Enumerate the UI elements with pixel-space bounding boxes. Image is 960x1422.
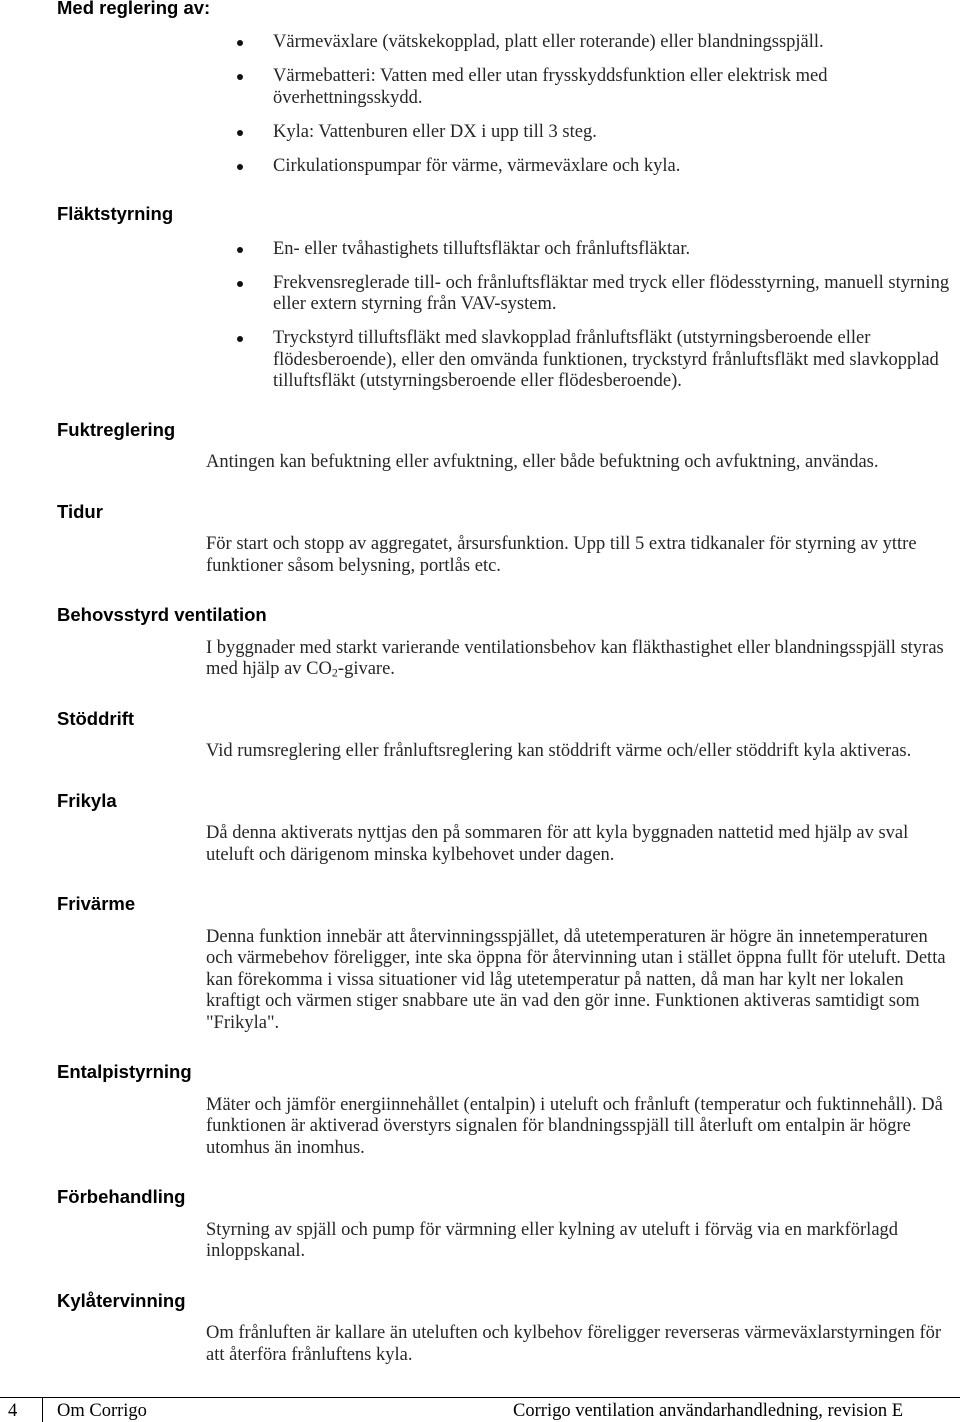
text-line: "Frikyla". [206, 1012, 280, 1033]
text-line: Denna funktion innebär att återvinningsspjället, då utetemperaturen är högre än innetemperaturen [206, 926, 928, 947]
text-line: inloppskanal. [206, 1241, 306, 1262]
paragraph [0, 823, 960, 866]
text-line: Om frånluften är kallare än uteluften och kylbehov föreligger reverseras värmeväxlarstyrningen för [206, 1323, 942, 1344]
section-heading: Stöddrift [57, 707, 135, 729]
text-line: För start och stopp av aggregatet, årsursfunktion. Upp till 5 extra tidkanaler för styrning av yttre [206, 534, 917, 555]
footer-document-title: Corrigo ventilation användarhandledning, revision E [513, 1401, 903, 1421]
footer-divider [42, 1397, 43, 1422]
bullet-icon [237, 130, 243, 136]
section-heading: Med reglering av: [57, 0, 211, 18]
text-line: Värmebatteri: Vatten med eller utan frysskyddsfunktion eller elektrisk med [273, 66, 828, 87]
text-line: kraftigt och värmen stiger snabbare ute än vad den gör inne. Funktionen aktiveras samtidigt som [206, 991, 920, 1012]
bullet-item [0, 156, 960, 178]
section-med-reglering-av [0, 0, 960, 177]
text-line: Cirkulationspumpar för värme, värmeväxlare och kyla. [273, 155, 681, 176]
text-line: att återföra frånluftens kyla. [206, 1344, 413, 1365]
text-line: Värmeväxlare (vätskekopplad, platt eller roterande) eller blandningsspjäll. [273, 32, 824, 53]
text-line: Kyla: Vattenburen eller DX i upp till 3 steg. [273, 121, 597, 142]
section-tidur [0, 501, 960, 578]
bullet-icon [237, 281, 243, 287]
text-line: kan förekomma i vissa situationer vid låg utetemperatur på natten, då man har kylt ner lokalen [206, 969, 904, 990]
text-line: Då denna aktiverats nyttjas den på sommaren för att kyla byggnaden nattetid med hjälp av sval [206, 823, 909, 844]
paragraph [0, 452, 960, 474]
paragraph [0, 1095, 960, 1160]
text-line: En- eller tvåhastighets tilluftsfläktar och frånluftsfläktar. [273, 238, 691, 259]
section-heading: Fuktreglering [57, 418, 176, 440]
bullet-text [273, 156, 960, 178]
bullet-text [273, 328, 960, 393]
section-heading: Frivärme [57, 893, 136, 914]
text-line: funktioner såsom belysning, portlås etc. [206, 555, 501, 576]
text-segment: -givare. [337, 659, 395, 680]
text-line: I byggnader med starkt varierande ventilationsbehov kan fläkthastighet eller blandningsspjäll styras [206, 637, 944, 658]
section-kylatervinning [0, 1290, 960, 1367]
paragraph [0, 638, 960, 681]
paragraph [0, 927, 960, 1035]
bullet-text [273, 239, 960, 261]
paragraph [0, 1323, 960, 1366]
text-line: Vid rumsreglering eller frånluftsreglering kan stöddrift värme och/eller stöddrift kyla aktiveras. [206, 741, 912, 762]
text-line [206, 659, 960, 681]
section-heading: Förbehandling [57, 1186, 186, 1207]
section-frivarme [0, 893, 960, 1034]
text-line: och värmebehov föreligger, inte ska öppna för återvinning utan i stället öppna fullt för uteluft. Detta [206, 948, 946, 969]
footer-rule [0, 1397, 960, 1398]
bullet-text [273, 32, 960, 54]
text-line: eller extern styrning från VAV-system. [273, 294, 557, 314]
text-line: Antingen kan befuktning eller avfuktning, eller både befuktning och avfuktning, användas. [206, 452, 879, 473]
bullet-item [0, 122, 960, 144]
bullet-icon [237, 247, 243, 253]
bullet-icon [237, 336, 243, 342]
bullet-icon [237, 164, 243, 170]
bullet-text [273, 66, 960, 109]
section-heading: Frikyla [57, 789, 117, 811]
text-line: utomhus än inomhus. [206, 1137, 365, 1158]
section-heading: Fläktstyrning [57, 203, 174, 225]
page-number: 4 [8, 1401, 18, 1421]
subscript-text: 2 [331, 665, 338, 680]
text-line: uteluft och därigenom minska kylbehovet under dagen. [206, 844, 615, 865]
paragraph [0, 534, 960, 577]
text-segment: med hjälp av CO [206, 659, 332, 680]
text-line: funktionen är aktiverad överstyrs signalen för blandningsspjäll till återluft om entalpin är högre [206, 1116, 911, 1137]
bullet-icon [237, 74, 243, 80]
bullet-list [0, 32, 960, 177]
text-line: tilluftsfläkt (utstyrningsberoende eller flödesberoende). [273, 371, 682, 391]
footer-chapter-title: Om Corrigo [57, 1401, 147, 1421]
bullet-item [0, 66, 960, 109]
bullet-item [0, 273, 960, 316]
text-line: Styrning av spjäll och pump för värmning eller kylning av uteluft i förväg via en markförlagd [206, 1219, 899, 1240]
text-line: överhettningsskydd. [273, 87, 423, 108]
bullet-text [273, 122, 960, 144]
paragraph [0, 1220, 960, 1263]
text-line: Tryckstyrd tilluftsfläkt med slavkopplad frånluftsfläkt (utstyrningsberoende eller [273, 328, 871, 348]
section-entalpistyrning [0, 1061, 960, 1159]
bullet-text [273, 273, 960, 316]
paragraph [0, 741, 960, 763]
page-footer [0, 1397, 960, 1422]
section-heading: Entalpistyrning [57, 1061, 192, 1082]
section-heading: Behovsstyrd ventilation [57, 604, 267, 625]
bullet-item [0, 239, 960, 261]
section-behovsstyrd-ventilation [0, 604, 960, 681]
section-flaktstyrning [0, 203, 960, 392]
section-forbehandling [0, 1186, 960, 1263]
bullet-item [0, 328, 960, 393]
section-heading: Kylåtervinning [57, 1289, 186, 1311]
section-stoddrift [0, 708, 960, 763]
section-heading: Tidur [57, 500, 103, 522]
bullet-item [0, 32, 960, 54]
bullet-list [0, 239, 960, 393]
text-line: Mäter och jämför energiinnehållet (entalpin) i uteluft och frånluft (temperatur och fuktinnehåll). Då [206, 1094, 943, 1115]
section-frikyla [0, 790, 960, 867]
section-fuktreglering [0, 419, 960, 474]
text-line: Frekvensreglerade till- och frånluftsfläktar med tryck eller flödesstyrning, manuell styrning [273, 272, 950, 293]
bullet-icon [237, 40, 243, 46]
text-line: flödesberoende), eller den omvända funktionen, tryckstyrd frånluftsfläkt med slavkopplad [273, 349, 939, 370]
